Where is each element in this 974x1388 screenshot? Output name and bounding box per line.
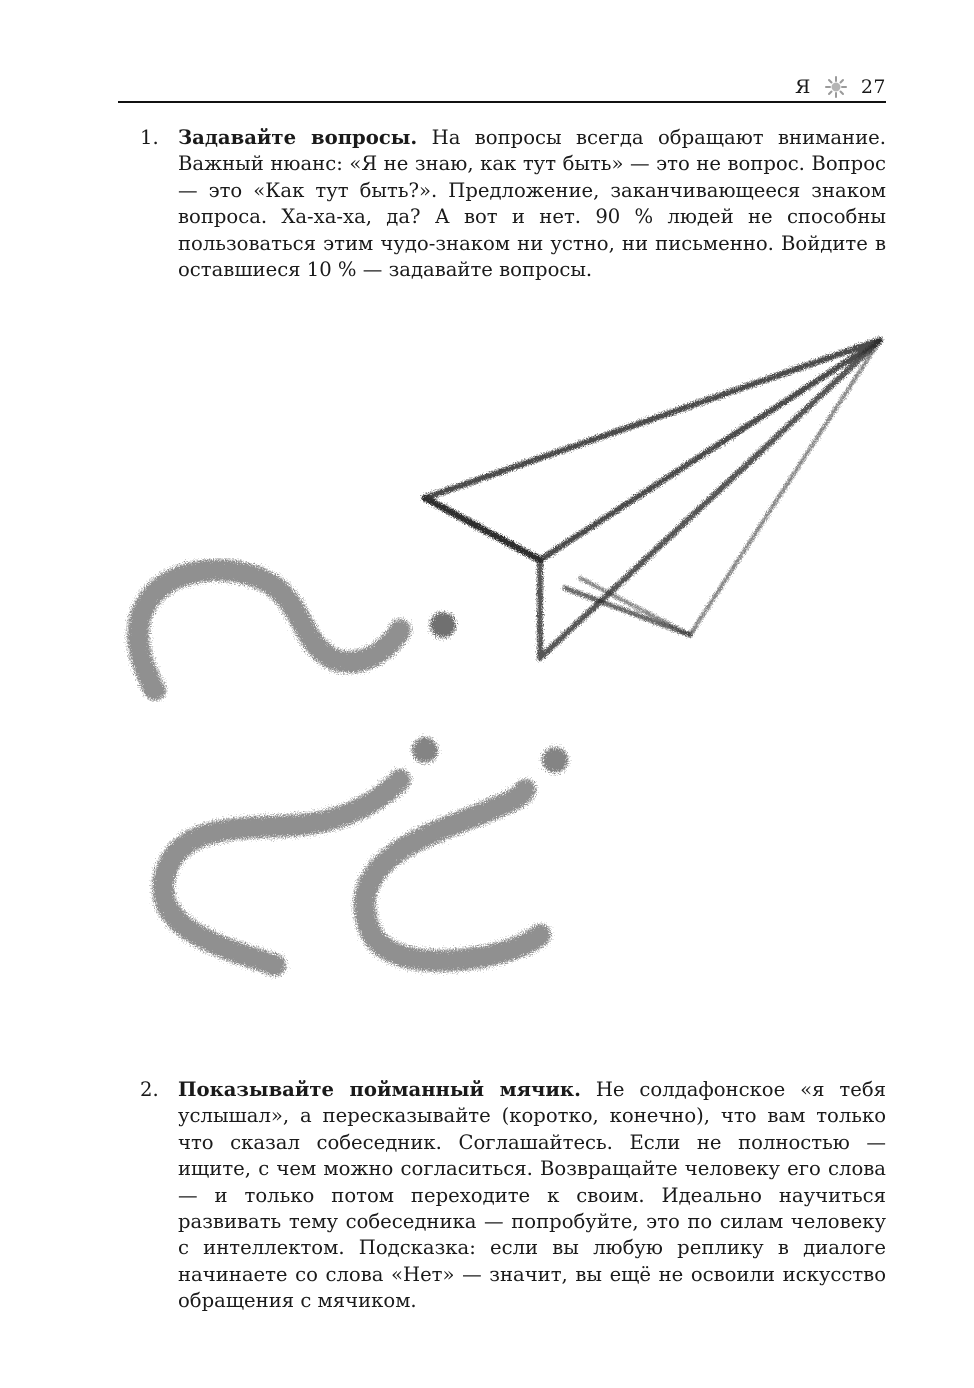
page-number: 27 bbox=[860, 76, 886, 98]
header-right bbox=[795, 76, 886, 98]
item-lead: Показывайте пойманный мячик. bbox=[178, 1078, 581, 1101]
list-number: 2. bbox=[140, 1078, 159, 1101]
item-text: Не солдафонское «я тебя услышал», а пересказывайте (коротко, конечно), что вам только что сказал собеседник. Соглашайтесь. Если не полностью — ищите, с чем можно согласиться. Возвращайте человеку его слова — и только потом переходите к своим. Идеально научиться развивать тему собеседника — попробуйте, это по силам человеку с интеллектом. Подсказка: если вы любую реплику в диалоге начинаете со слова «Нет» — значит, вы ещё не освоили искусство обращения с мячиком. bbox=[178, 1078, 886, 1313]
section-title: Я bbox=[794, 76, 811, 98]
header-rule bbox=[118, 101, 886, 103]
list-number: 1. bbox=[140, 126, 159, 149]
question-mark-upper-icon bbox=[138, 570, 456, 690]
item-lead: Задавайте вопросы. bbox=[178, 126, 418, 149]
paper-plane-illustration bbox=[110, 320, 900, 1040]
list-item-text bbox=[178, 1077, 886, 1315]
running-header bbox=[118, 72, 886, 102]
paper-plane-icon bbox=[425, 340, 880, 658]
list-item bbox=[140, 125, 886, 283]
sun-icon bbox=[825, 76, 847, 98]
list-item bbox=[140, 1077, 886, 1315]
list-item-text bbox=[178, 125, 886, 283]
item-text: На вопросы всегда обращают внимание. Важный нюанс: «Я не знаю, как тут быть» — это не вопрос. Вопрос — это «Как тут быть?». Предложение, заканчивающееся знаком вопроса. Ха-ха-ха, да? А вот и нет. 90 % людей не способны пользоваться этим чудо-знаком ни устно, ни письменно. Войдите в оставшиеся 10 % — задавайте вопросы. bbox=[178, 126, 886, 282]
